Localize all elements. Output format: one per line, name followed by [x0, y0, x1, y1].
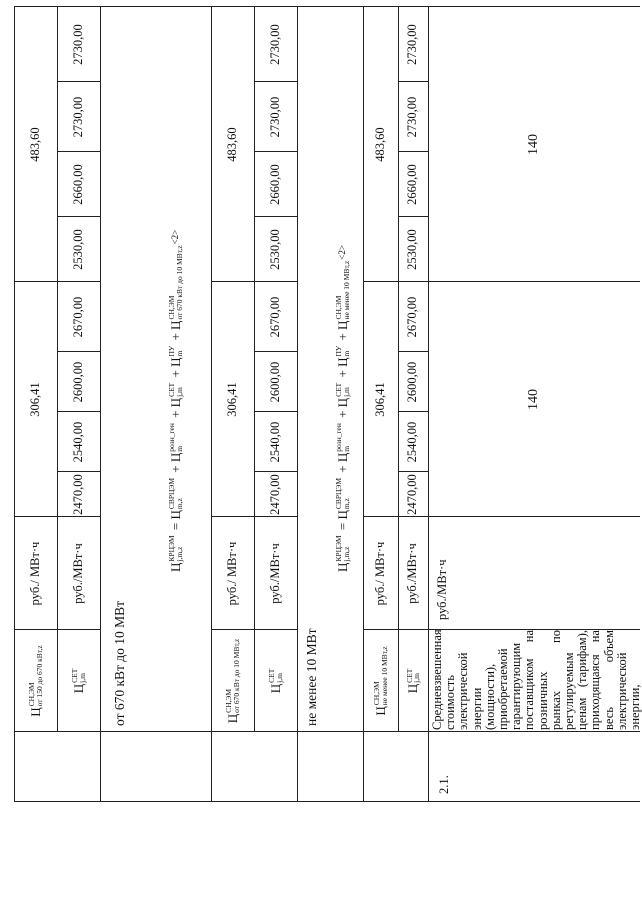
formula-line: Ц КРЦЭМ j,m,z = Ц СВРЦЭМ m,z + Ц розн_ген m + Ц СЕТ j,m + Ц ПУ m + Ц СН,ЭМ от 670 кВт до 10 МВт,z <2> — [167, 229, 184, 572]
unit-cell: руб./МВт·ч — [267, 543, 282, 604]
unit-cell: руб./ МВт·ч — [27, 541, 42, 606]
unit-cell: руб./МВт·ч — [435, 559, 450, 620]
unit-cell: руб./ МВт·ч — [224, 541, 239, 606]
value-cell: 483,60 — [224, 127, 239, 162]
value-cell: 2600,00 — [267, 361, 282, 403]
value-cell: 2730,00 — [405, 96, 420, 138]
value-cell: 2470,00 — [70, 474, 85, 515]
value-cell: 2670,00 — [70, 296, 85, 338]
row-number: 2.1. — [437, 775, 452, 794]
value-cell: 2660,00 — [405, 164, 420, 205]
value-cell: 2730,00 — [267, 96, 282, 138]
value-cell: 2670,00 — [405, 296, 420, 338]
symbol-base: Ц — [70, 683, 86, 694]
unit-cell: руб./МВт·ч — [405, 543, 420, 604]
value-cell: 483,60 — [372, 127, 387, 162]
value-cell: 2530,00 — [70, 229, 85, 270]
value-cell: 2540,00 — [267, 421, 282, 463]
footnote-ref: <2> — [336, 245, 347, 260]
symbol-sup: СН,ЭМ — [27, 682, 36, 707]
symbol-cell: Ц СЕТ j,m — [267, 668, 284, 694]
value-cell: 306,41 — [27, 382, 42, 417]
value-cell: 2530,00 — [405, 229, 420, 270]
symbol-cell: Ц СЕТ j,m — [404, 668, 421, 694]
value-cell: 2730,00 — [267, 24, 282, 65]
footnote-ref: <2> — [169, 229, 180, 245]
value-cell: 306,41 — [224, 382, 239, 417]
value-cell: 2660,00 — [70, 164, 85, 205]
value-cell: 2730,00 — [405, 24, 420, 65]
symbol-cell — [14, 630, 57, 732]
value-cell: 2660,00 — [267, 164, 282, 205]
value-cell: 2730,00 — [70, 96, 85, 138]
row-description: Средневзвешенная стоимость электрической энергии (мощности), приобретаемой гарантирующим поставщиком на розничных рынках по регулируемым ценам (тарифам), приходящаяся на весь объем электрической энергии, — [430, 629, 642, 730]
value-cell: 2470,00 — [405, 474, 420, 515]
value-cell: 2530,00 — [267, 229, 282, 270]
rotated-tariff-table — [0, 2, 640, 902]
value-cell: 140 — [525, 389, 541, 410]
symbol-cell — [57, 630, 100, 732]
formula-line: Ц КРЦЭМ j,m,z = Ц СВРЦЭМ m,z + Ц розн_ген m + Ц СЕТ j,m + Ц ПУ m + Ц СН,ЭМ не менее 10 МВт,z <2> — [334, 245, 351, 572]
value-cell: 2730,00 — [70, 24, 85, 65]
unit-cell: руб./МВт·ч — [70, 543, 85, 604]
value-cell: 306,41 — [372, 382, 387, 417]
value-cell: 2600,00 — [405, 361, 420, 403]
table-left-border — [14, 801, 640, 802]
symbol-cell: Ц СН,ЭМ не менее 10 МВт,z — [372, 646, 389, 716]
value-cell: 2540,00 — [405, 421, 420, 463]
symbol-sub: от 150 до 670 кВт,z — [34, 645, 44, 707]
unit-cell: руб./ МВт·ч — [372, 541, 387, 606]
value-cell: 140 — [525, 134, 541, 155]
value-cell: 2470,00 — [267, 474, 282, 515]
symbol-sup: СЕТ — [70, 668, 79, 683]
symbol-base: Ц — [27, 707, 43, 717]
symbol-cell: Ц СН,ЭМ от 670 кВт до 10 МВт,z — [224, 638, 241, 724]
value-cell: 2670,00 — [267, 296, 282, 338]
value-cell: 2540,00 — [70, 421, 85, 463]
value-cell: 483,60 — [27, 127, 42, 162]
symbol-sub: j,m — [77, 673, 87, 683]
value-cell: 2600,00 — [70, 361, 85, 403]
section-heading: от 670 кВт до 10 МВт — [111, 600, 127, 726]
description-cell — [428, 630, 640, 732]
section-heading: не менее 10 МВт — [303, 628, 319, 726]
